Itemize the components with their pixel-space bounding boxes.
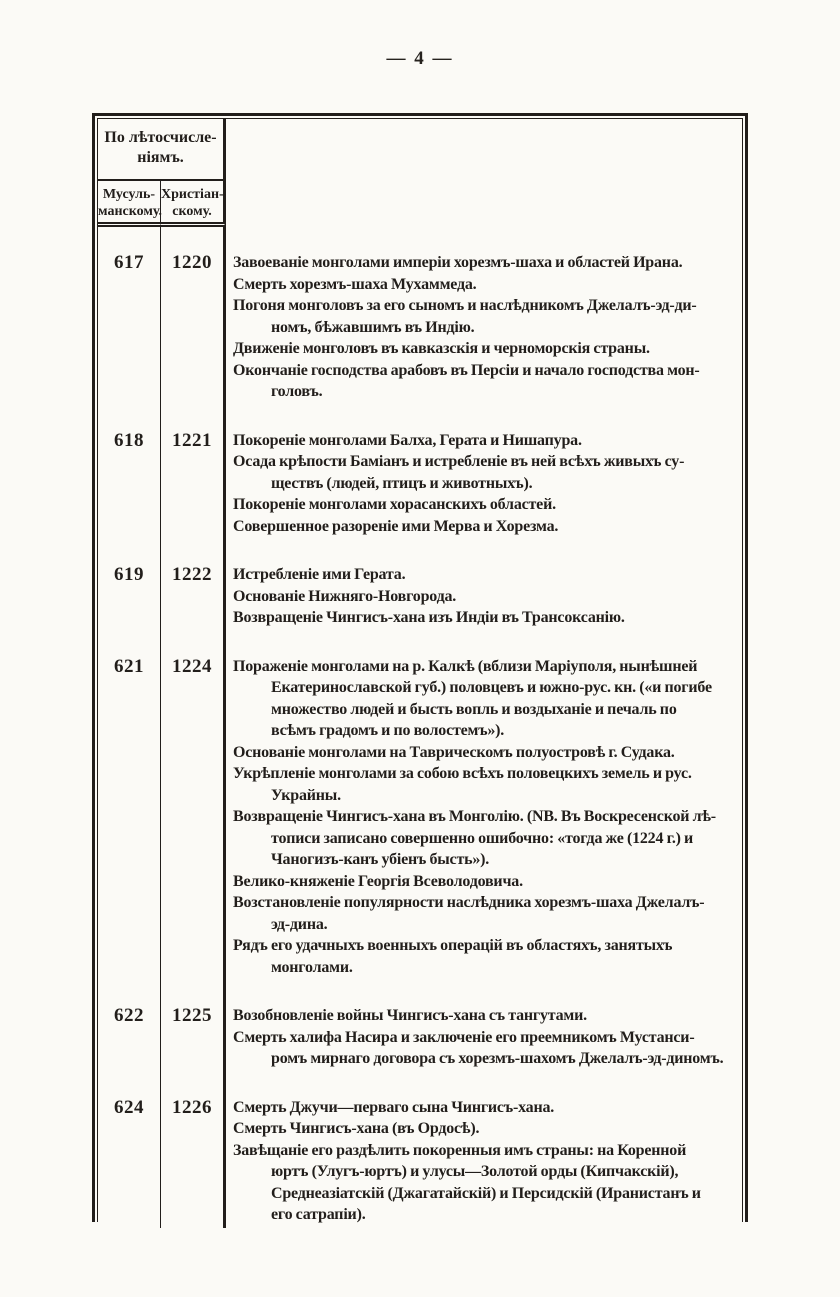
event-line: эд-дина. bbox=[271, 915, 328, 933]
event-line: Возвращеніе Чингисъ-хана изъ Индіи въ Трансоксанію. bbox=[233, 609, 625, 626]
christian-year: 1226 bbox=[161, 1072, 226, 1228]
event-line: Возвращеніе Чингисъ-хана въ Монголію. (NB. Въ Воскресенской лѣ- bbox=[233, 808, 716, 825]
muslim-year: 622 bbox=[98, 980, 161, 1072]
event-line: Пораженіе монголами на р. Калкѣ (вблизи Маріуполя, нынѣшней bbox=[233, 657, 698, 675]
muslim-year: 619 bbox=[98, 539, 161, 631]
events-cell bbox=[226, 1072, 742, 1228]
event-line: Основаніе монголами на Таврическомъ полуостровѣ г. Судака. bbox=[233, 743, 675, 761]
events-cell bbox=[226, 227, 742, 405]
muslim-year: 617 bbox=[98, 227, 161, 405]
event-line: множество людей и бысть вопль и воздыханіе и печаль по bbox=[271, 700, 677, 718]
christian-header-line1: Христіан- bbox=[161, 187, 224, 202]
chronology-table bbox=[92, 113, 748, 1222]
chronology-table-border bbox=[97, 118, 743, 1222]
event-line: Смерть хорезмъ-шаха Мухаммеда. bbox=[233, 275, 477, 293]
event-line: всѣмъ градомъ и по волостемъ»). bbox=[271, 722, 505, 739]
event-line: Смерть халифа Насира и заключеніе его преемникомъ Мустанси- bbox=[233, 1028, 695, 1046]
events-header-cell bbox=[226, 119, 742, 227]
christian-header-line2: скому. bbox=[172, 204, 212, 219]
event-line: Смерть Чингисъ-хана (въ Ордосѣ). bbox=[233, 1120, 480, 1137]
events-cell bbox=[226, 980, 742, 1072]
event-line: Совершенное разореніе ими Мерва и Хорезма. bbox=[233, 517, 559, 535]
event-line: Возстановленіе популярности наслѣдника хорезмъ-шаха Джелалъ- bbox=[233, 894, 705, 911]
header-title-era-columns bbox=[98, 119, 226, 181]
muslim-header-line2: манскому. bbox=[98, 204, 162, 219]
christian-year: 1225 bbox=[161, 980, 226, 1072]
christian-year: 1224 bbox=[161, 631, 226, 981]
event-line: Завоеваніе монголами имперіи хорезмъ-шаха и областей Ирана. bbox=[233, 254, 683, 271]
event-line: ромъ мирнаго договора съ хорезмъ-шахомъ Джелалъ-эд-диномъ. bbox=[271, 1050, 724, 1067]
muslim-year: 618 bbox=[98, 405, 161, 540]
event-line: Смерть Джучи—перваго сына Чингисъ-хана. bbox=[233, 1098, 555, 1116]
muslim-column-header bbox=[98, 181, 161, 227]
header-title-line1: По лѣтосчисле- bbox=[104, 129, 217, 146]
event-line: Укрѣпленіе монголами за собою всѣхъ половецкихъ земель и рус. bbox=[233, 765, 692, 782]
muslim-year: 624 bbox=[98, 1072, 161, 1228]
muslim-year: 621 bbox=[98, 631, 161, 981]
event-line: Осада крѣпости Баміанъ и истребленіе въ ней всѣхъ живыхъ су- bbox=[233, 453, 685, 470]
header-title-line2: ніямъ. bbox=[137, 149, 184, 166]
event-line: Велико-княженіе Георгія Всеволодовича. bbox=[233, 872, 523, 890]
chronology-table-grid bbox=[98, 119, 742, 1228]
events-cell bbox=[226, 405, 742, 540]
event-line: Основаніе Нижняго-Новгорода. bbox=[233, 587, 457, 605]
event-line: Чаногизъ-канъ убіенъ бысть»). bbox=[271, 851, 490, 868]
christian-year: 1220 bbox=[161, 227, 226, 405]
event-line: монголами. bbox=[271, 958, 353, 976]
page-number: — 4 — bbox=[386, 48, 454, 69]
muslim-header-line1: Мусуль- bbox=[102, 187, 156, 202]
event-line: Екатеринославской губ.) половцевъ и южно-рус. кн. («и погибе bbox=[271, 679, 712, 696]
event-line: юртъ (Улугъ-юртъ) и улусы—Золотой орды (Кипчакскій), bbox=[271, 1163, 679, 1180]
events-cell bbox=[226, 539, 742, 631]
event-line: Рядъ его удачныхъ военныхъ операцій въ областяхъ, занятыхъ bbox=[233, 937, 673, 954]
event-line: ществъ (людей, птицъ и животныхъ). bbox=[271, 474, 533, 492]
event-line: Движеніе монголовъ въ кавказскія и черноморскія страны. bbox=[233, 340, 650, 357]
event-line: Покореніе монголами Балха, Герата и Нишапура. bbox=[233, 431, 582, 449]
event-line: номъ, бѣжавшимъ въ Индію. bbox=[271, 318, 475, 336]
event-line: его сатрапіи). bbox=[271, 1206, 366, 1223]
event-line: Окончаніе господства арабовъ въ Персіи и начало господства мон- bbox=[233, 361, 700, 379]
event-line: тописи записано совершенно ошибочно: «тогда же (1224 г.) и bbox=[271, 829, 694, 847]
events-cell bbox=[226, 631, 742, 981]
event-line: Завѣщаніе его раздѣлить покоренныя имъ страны: на Коренной bbox=[233, 1141, 687, 1159]
event-line: Украйны. bbox=[271, 786, 341, 804]
event-line: Истребленіе ими Герата. bbox=[233, 566, 406, 583]
christian-year: 1222 bbox=[161, 539, 226, 631]
christian-column-header bbox=[161, 181, 226, 227]
christian-year: 1221 bbox=[161, 405, 226, 540]
event-line: головъ. bbox=[271, 383, 323, 400]
event-line: Среднеазіатскій (Джагатайскій) и Персидскій (Иранистанъ и bbox=[271, 1184, 701, 1202]
event-line: Возобновленіе войны Чингисъ-хана съ тангутами. bbox=[233, 1007, 587, 1024]
event-line: Покореніе монголами хорасанскихъ областей. bbox=[233, 496, 556, 513]
event-line: Погоня монголовъ за его сыномъ и наслѣдникомъ Джелалъ-эд-ди- bbox=[233, 297, 697, 314]
